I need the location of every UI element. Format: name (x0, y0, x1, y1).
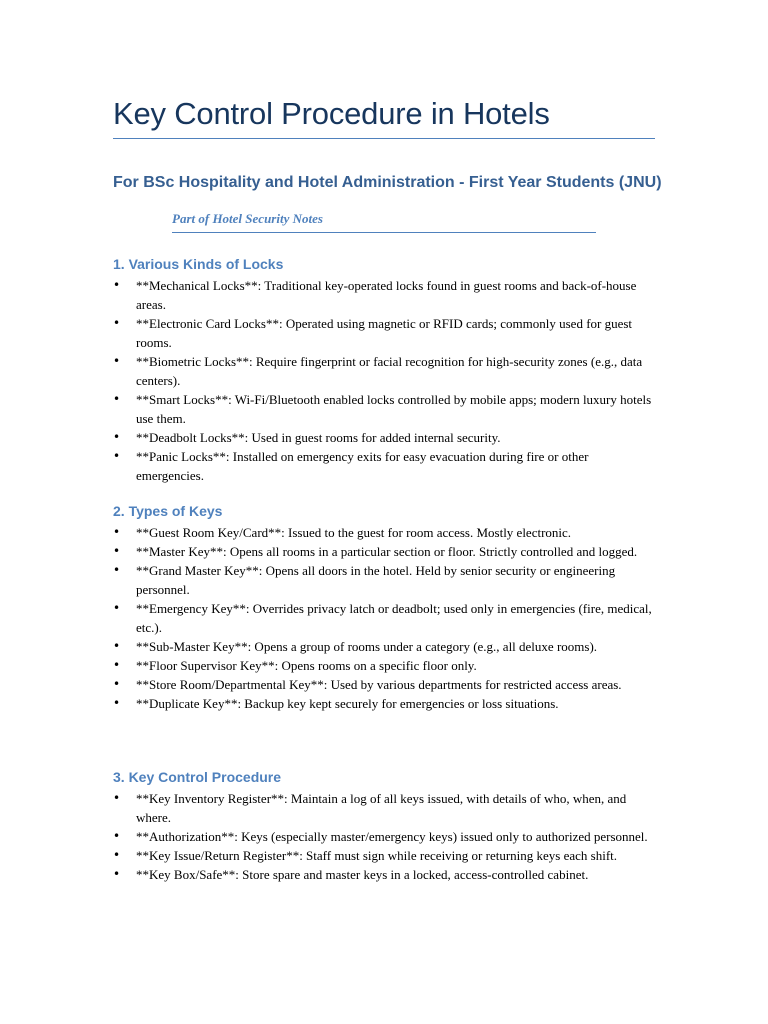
list-item (113, 314, 658, 352)
bullet-icon: • (113, 278, 121, 292)
bullet-icon: • (113, 449, 121, 463)
bullet-icon: • (113, 544, 121, 558)
bullet-icon: • (113, 601, 121, 615)
list-item (113, 846, 658, 865)
section-procedure (113, 767, 658, 884)
bullet-icon: • (113, 696, 121, 710)
section-heading: 1. Various Kinds of Locks (113, 256, 284, 272)
list-item-text: **Sub-Master Key**: Opens a group of rooms under a category (e.g., all deluxe rooms). (136, 639, 598, 654)
list-item (113, 447, 658, 485)
list-item-text: **Grand Master Key**: Opens all doors in the hotel. Held by senior security or engineering personnel. (136, 563, 616, 597)
list-item (113, 276, 658, 314)
list-item-text: **Electronic Card Locks**: Operated using magnetic or RFID cards; commonly used for guest rooms. (136, 316, 633, 350)
section-heading: 2. Types of Keys (113, 503, 223, 519)
bullet-list (113, 523, 658, 713)
section-heading: 3. Key Control Procedure (113, 769, 282, 785)
list-item-text: **Master Key**: Opens all rooms in a particular section or floor. Strictly controlled and logged. (136, 544, 638, 559)
bullet-icon: • (113, 392, 121, 406)
bullet-icon: • (113, 791, 121, 805)
list-item (113, 827, 658, 846)
bullet-list (113, 789, 658, 884)
bullet-icon: • (113, 658, 121, 672)
list-item (113, 390, 658, 428)
bullet-icon: • (113, 848, 121, 862)
bullet-icon: • (113, 430, 121, 444)
bullet-icon: • (113, 563, 121, 577)
list-item (113, 428, 658, 447)
list-item-text: **Biometric Locks**: Require fingerprint or facial recognition for high-security zones (e.g., data centers). (136, 354, 643, 388)
bullet-list (113, 276, 658, 485)
document-tagline: Part of Hotel Security Notes (172, 210, 596, 233)
list-item-text: **Panic Locks**: Installed on emergency exits for easy evacuation during fire or other emergencies. (136, 449, 589, 483)
bullet-icon: • (113, 639, 121, 653)
bullet-icon: • (113, 829, 121, 843)
bullet-icon: • (113, 316, 121, 330)
list-item (113, 789, 658, 827)
list-item-text: **Mechanical Locks**: Traditional key-operated locks found in guest rooms and back-of-house areas. (136, 278, 637, 312)
list-item-text: **Floor Supervisor Key**: Opens rooms on a specific floor only. (136, 658, 477, 673)
list-item-text: **Key Inventory Register**: Maintain a log of all keys issued, with details of who, when, and where. (136, 791, 627, 825)
list-item (113, 637, 658, 656)
section-locks (113, 254, 658, 485)
list-item-text: **Deadbolt Locks**: Used in guest rooms for added internal security. (136, 430, 501, 445)
list-item-text: **Duplicate Key**: Backup key kept securely for emergencies or loss situations. (136, 696, 559, 711)
list-item (113, 694, 658, 713)
list-item-text: **Key Issue/Return Register**: Staff must sign while receiving or returning keys each shift. (136, 848, 618, 863)
list-item (113, 865, 658, 884)
list-item (113, 523, 658, 542)
section-keys (113, 501, 658, 713)
list-item-text: **Smart Locks**: Wi-Fi/Bluetooth enabled locks controlled by mobile apps; modern luxury hotels use them. (136, 392, 652, 426)
list-item (113, 675, 658, 694)
list-item-text: **Emergency Key**: Overrides privacy latch or deadbolt; used only in emergencies (fire, medical, etc.). (136, 601, 652, 635)
list-item (113, 352, 658, 390)
list-item-text: **Store Room/Departmental Key**: Used by various departments for restricted access areas. (136, 677, 622, 692)
bullet-icon: • (113, 867, 121, 881)
bullet-icon: • (113, 354, 121, 368)
document-subtitle: For BSc Hospitality and Hotel Administration - First Year Students (JNU) (113, 174, 662, 191)
list-item (113, 599, 658, 637)
list-item-text: **Key Box/Safe**: Store spare and master keys in a locked, access-controlled cabinet. (136, 867, 589, 882)
list-item-text: **Authorization**: Keys (especially master/emergency keys) issued only to authorized personnel. (136, 829, 648, 844)
document-title: Key Control Procedure in Hotels (113, 94, 655, 139)
list-item (113, 561, 658, 599)
bullet-icon: • (113, 525, 121, 539)
bullet-icon: • (113, 677, 121, 691)
list-item-text: **Guest Room Key/Card**: Issued to the guest for room access. Mostly electronic. (136, 525, 572, 540)
list-item (113, 542, 658, 561)
list-item (113, 656, 658, 675)
